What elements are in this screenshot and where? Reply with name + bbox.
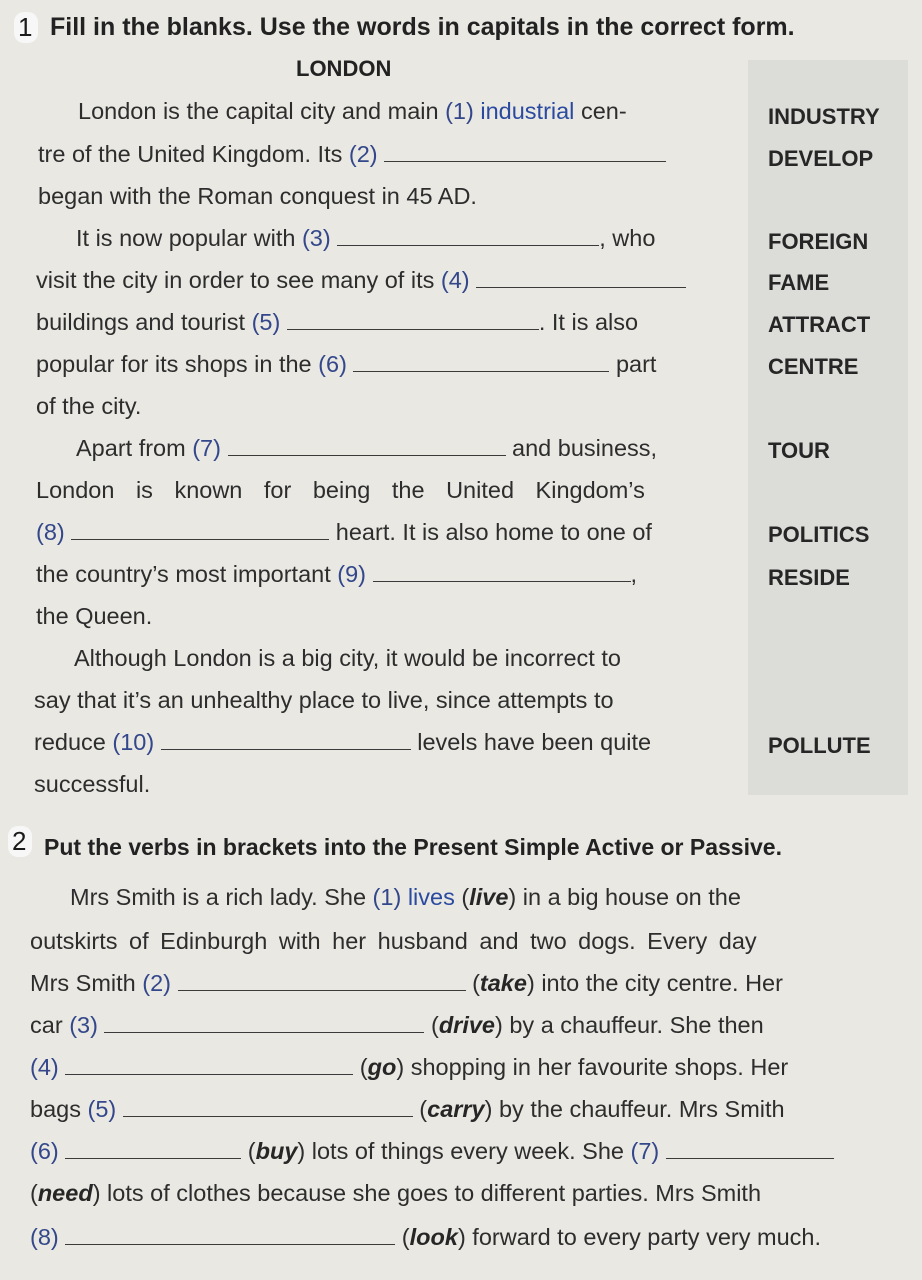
- keyword: DEVELOP: [768, 146, 874, 171]
- exercise-1-number: 1: [14, 12, 38, 43]
- text-line: Although London is a big city, it would be incorrect to: [74, 645, 621, 671]
- blank-6[interactable]: [65, 1140, 241, 1159]
- text-line: popular for its shops in the (6) part: [36, 351, 657, 377]
- text-line: (8) (look) forward to every party very much.: [30, 1224, 821, 1250]
- keyword: INDUSTRY: [768, 104, 880, 129]
- answer-1: lives: [407, 884, 455, 910]
- text-line: say that it’s an unhealthy place to live, since attempts to: [34, 687, 614, 713]
- text-line: outskirts of Edinburgh with her husband and two dogs. Every day: [30, 928, 757, 954]
- text-line: (need) lots of clothes because she goes to different parties. Mrs Smith: [30, 1180, 762, 1206]
- text-line: of the city.: [36, 393, 142, 419]
- text-line: tre of the United Kingdom. Its (2): [38, 141, 666, 168]
- blank-7[interactable]: [666, 1140, 834, 1159]
- text-line: Mrs Smith (2) (take) into the city centre. Her: [30, 970, 783, 996]
- exercise-2-instruction: Put the verbs in brackets into the Present Simple Active or Passive.: [44, 834, 782, 860]
- keyword: FOREIGN: [768, 229, 869, 254]
- blank-9[interactable]: [373, 563, 631, 582]
- blank-10[interactable]: [161, 731, 411, 750]
- text-line: visit the city in order to see many of its (4): [36, 267, 686, 294]
- text-line: (8) heart. It is also home to one of: [36, 519, 652, 545]
- keyword: ATTRACT: [768, 312, 871, 337]
- blank-5[interactable]: [287, 311, 539, 330]
- keyword: FAME: [768, 270, 830, 295]
- blank-5[interactable]: [123, 1098, 413, 1117]
- keyword: POLITICS: [768, 522, 870, 547]
- blank-3[interactable]: [104, 1014, 424, 1033]
- exercise-1-instruction: Fill in the blanks. Use the words in capitals in the correct form.: [50, 13, 795, 41]
- blank-8[interactable]: [71, 521, 329, 540]
- keyword: TOUR: [768, 438, 830, 463]
- text-line: buildings and tourist (5) . It is also: [36, 309, 639, 335]
- text-line: (6) (buy) lots of things every week. She (7): [30, 1138, 834, 1165]
- text-line: the country’s most important (9) ,: [36, 561, 638, 587]
- text-line: It is now popular with (3) , who: [76, 225, 656, 251]
- blank-7[interactable]: [228, 437, 506, 456]
- text-line: (4) (go) shopping in her favourite shops. Her: [30, 1054, 789, 1080]
- text-line: car (3) (drive) by a chauffeur. She then: [30, 1012, 764, 1038]
- blank-4[interactable]: [65, 1056, 353, 1075]
- blank-4[interactable]: [476, 269, 686, 288]
- blank-3[interactable]: [337, 227, 599, 246]
- text-line: began with the Roman conquest in 45 AD.: [38, 183, 477, 209]
- text-line: Apart from (7) and business,: [76, 435, 658, 461]
- keyword: CENTRE: [768, 354, 859, 379]
- text-line: London is the capital city and main (1) industrial cen-: [78, 98, 627, 124]
- blank-6[interactable]: [353, 353, 609, 372]
- blank-8[interactable]: [65, 1226, 395, 1245]
- text-line: Mrs Smith is a rich lady. She (1) lives (live) in a big house on the: [70, 884, 741, 910]
- text-line: the Queen.: [36, 603, 153, 629]
- keyword: POLLUTE: [768, 733, 871, 758]
- text-title: LONDON: [296, 56, 392, 81]
- text-line: London is known for being the United Kingdom’s: [36, 477, 645, 503]
- text-line: reduce (10) levels have been quite: [34, 729, 652, 755]
- exercise-2-number: 2: [8, 826, 32, 857]
- answer-1: industrial: [480, 98, 575, 124]
- blank-2[interactable]: [384, 143, 666, 162]
- text-line: successful.: [34, 771, 151, 797]
- keyword: RESIDE: [768, 565, 850, 590]
- text-line: bags (5) (carry) by the chauffeur. Mrs Smith: [30, 1096, 785, 1122]
- blank-2[interactable]: [178, 972, 466, 991]
